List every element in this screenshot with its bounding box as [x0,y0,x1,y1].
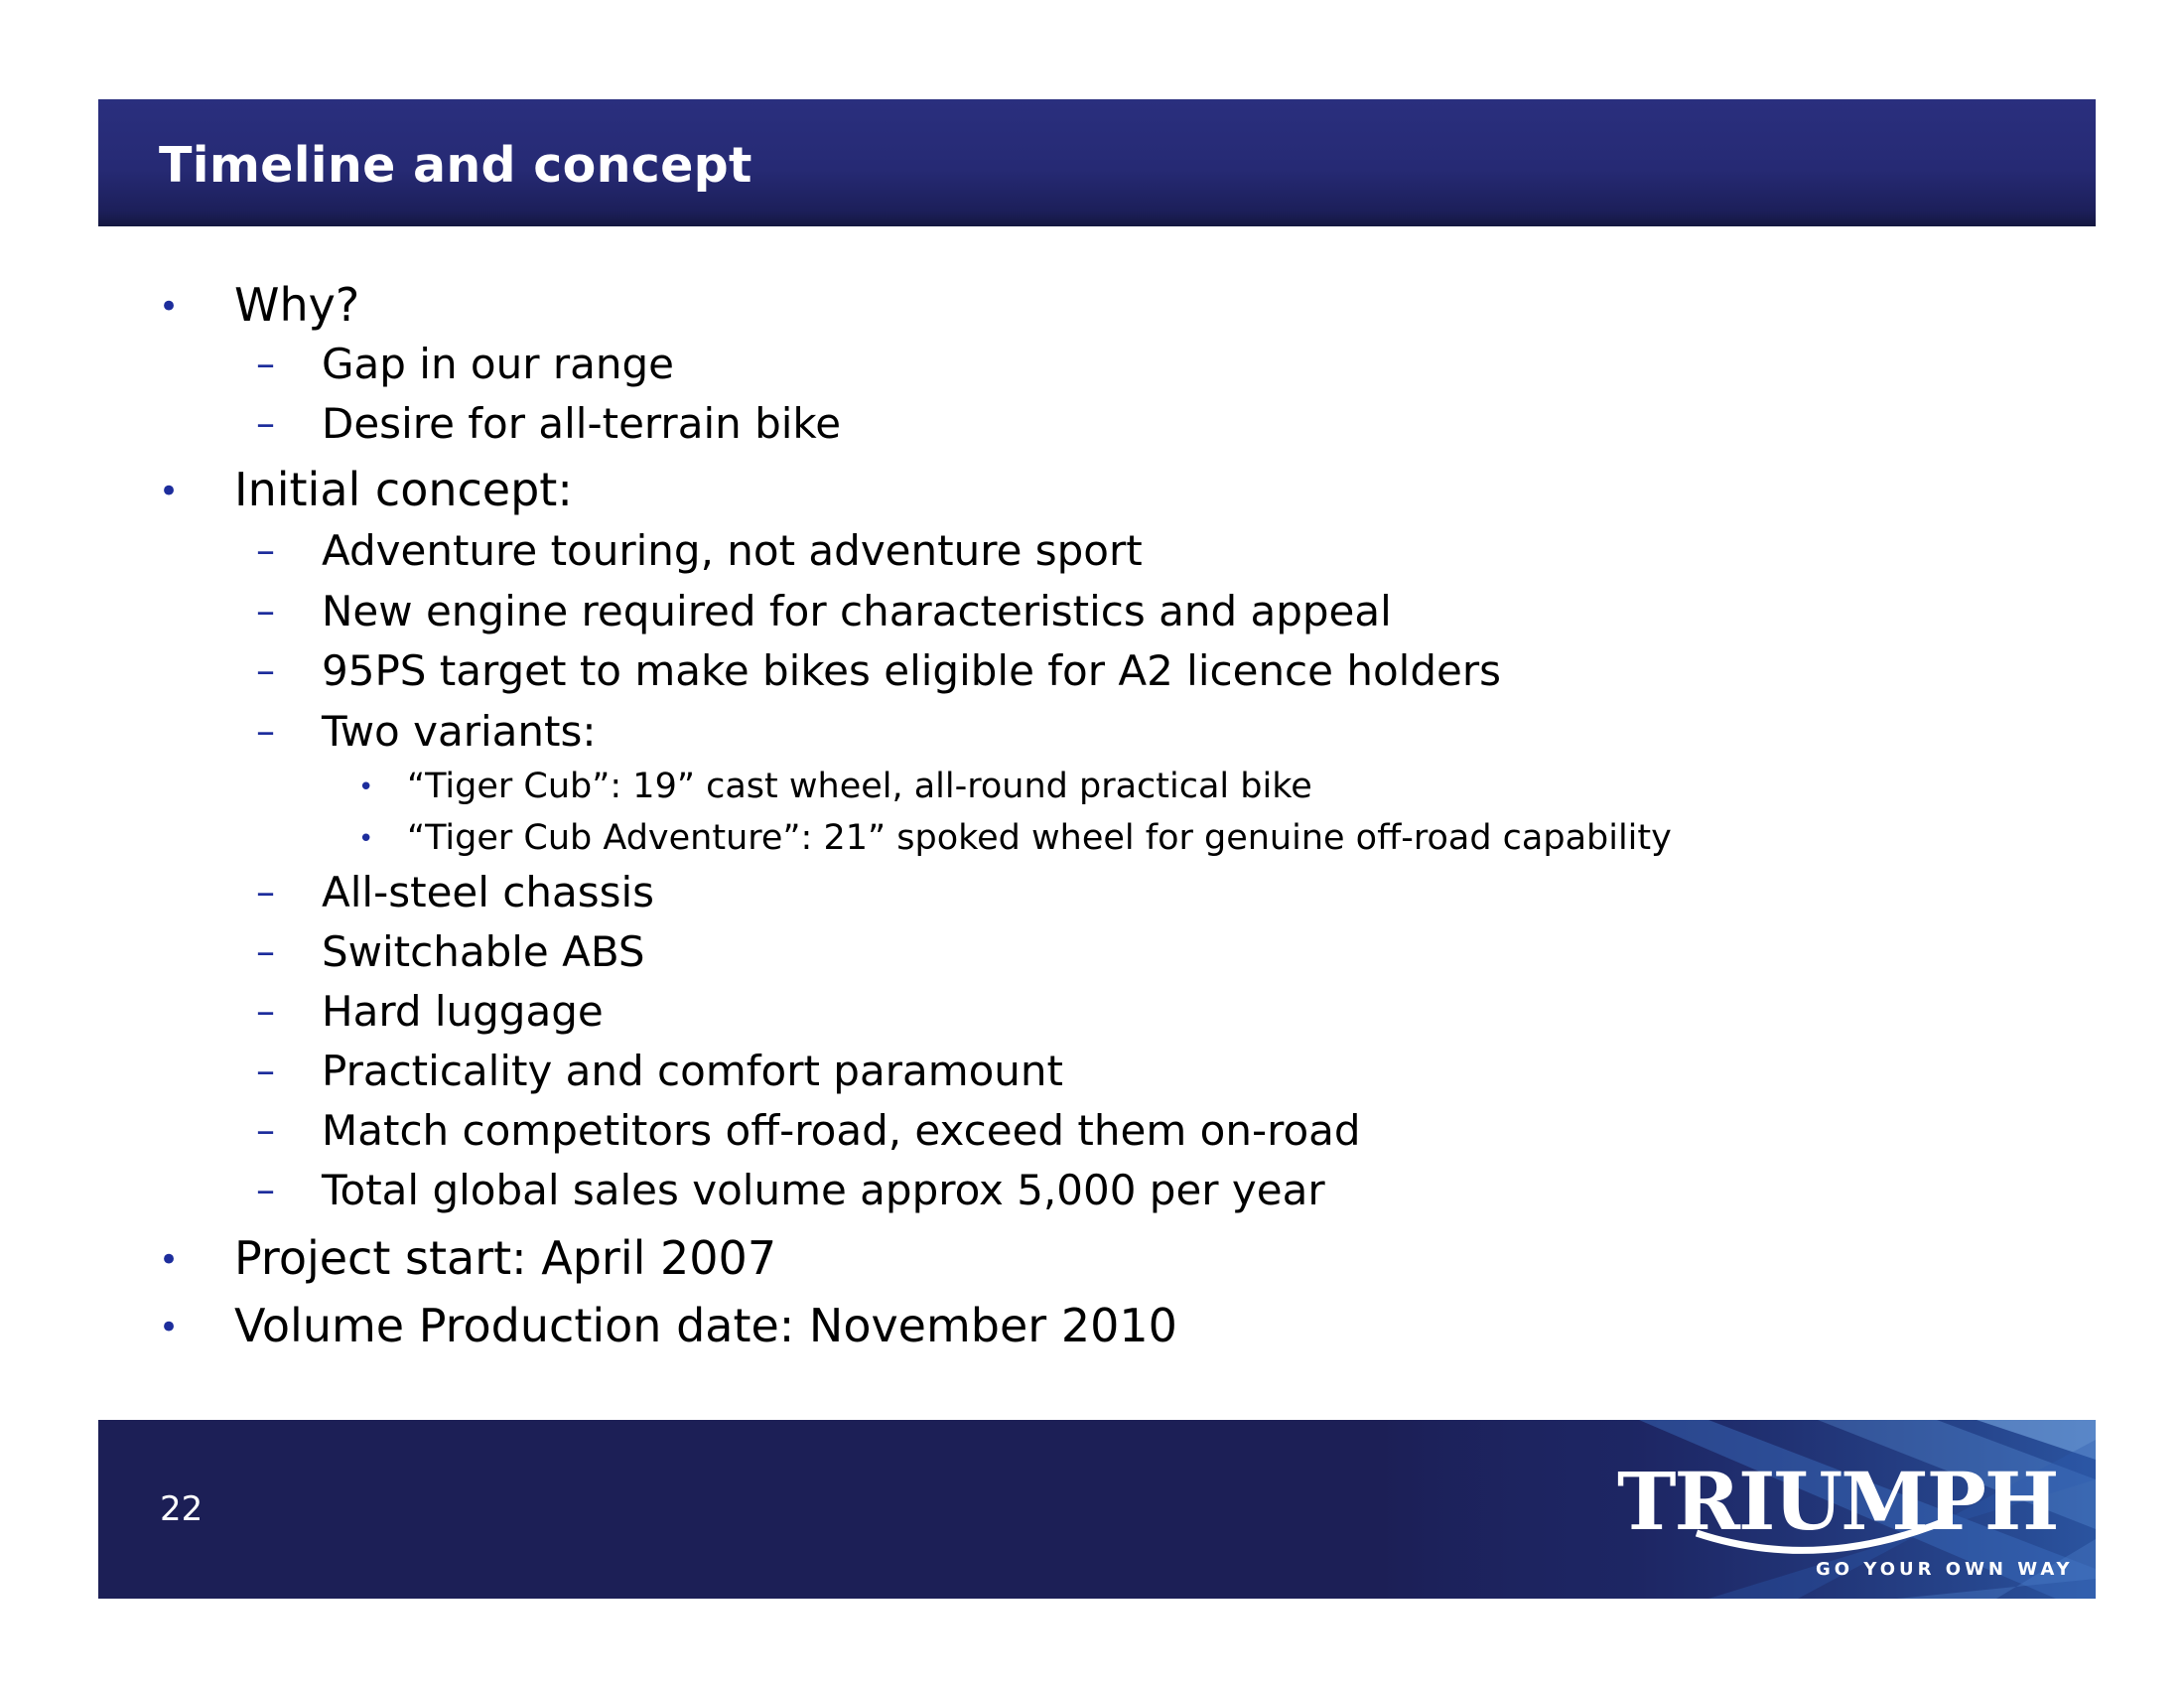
list-item-text: “Tiger Cub”: 19” cast wheel, all-round practical bike [407,767,1312,806]
list-item [0,278,2184,338]
list-item-text: Why? [234,278,360,332]
list-item [0,927,2184,987]
list-item-text: Hard luggage [322,987,604,1036]
dash-icon: – [256,929,275,973]
list-item [0,707,2184,767]
bullet-icon: • [159,1240,180,1280]
list-item [0,399,2184,459]
list-item-text: Desire for all-terrain bike [322,399,842,448]
list-item-text: Gap in our range [322,340,674,388]
dash-icon: – [256,648,275,692]
dash-icon: – [256,870,275,914]
list-item-text: Switchable ABS [322,927,645,976]
list-item-text: New engine required for characteristics and appeal [322,587,1392,635]
list-item-text: All-steel chassis [322,868,655,916]
list-item-text: Match competitors off-road, exceed them on-road [322,1106,1361,1155]
list-item-text: “Tiger Cub Adventure”: 21” spoked wheel for genuine off-road capability [407,818,1672,858]
dash-icon: – [256,528,275,572]
bullet-icon: • [358,824,374,854]
triumph-logo [1617,1454,2074,1583]
list-item-text: Volume Production date: November 2010 [234,1299,1177,1352]
list-item-text: Two variants: [322,707,597,756]
bullet-icon: • [159,287,180,327]
list-item-text: Initial concept: [234,463,573,516]
list-item-text: Practicality and comfort paramount [322,1047,1064,1095]
dash-icon: – [256,1108,275,1152]
list-item [0,1047,2184,1106]
dash-icon: – [256,401,275,445]
list-item-text: Adventure touring, not adventure sport [322,526,1143,575]
list-item [0,868,2184,927]
footer-bar [98,1420,2096,1599]
list-item [0,1299,2184,1358]
list-item-text: 95PS target to make bikes eligible for A2 licence holders [322,646,1501,695]
list-item [0,1166,2184,1225]
svg-text:GO YOUR OWN WAY: GO YOUR OWN WAY [1816,1559,2074,1580]
list-item [0,646,2184,706]
list-item [0,987,2184,1047]
dash-icon: – [256,589,275,633]
dash-icon: – [256,1168,275,1211]
list-item [0,526,2184,586]
bullet-icon: • [358,773,374,802]
dash-icon: – [256,989,275,1033]
slide-title: Timeline and concept [159,137,752,194]
list-item [0,767,2184,826]
list-item [0,463,2184,522]
page-number: 22 [160,1489,204,1529]
list-item [0,340,2184,399]
bullet-icon: • [159,1308,180,1347]
list-item [0,587,2184,646]
dash-icon: – [256,1049,275,1092]
dash-icon: – [256,342,275,385]
list-item-text: Project start: April 2007 [234,1231,777,1285]
svg-text:TRIUMPH: TRIUMPH [1617,1455,2058,1548]
dash-icon: – [256,709,275,753]
list-item-text: Total global sales volume approx 5,000 per year [322,1166,1325,1214]
bullet-icon: • [159,472,180,511]
list-item [0,1231,2184,1291]
list-item [0,1106,2184,1166]
